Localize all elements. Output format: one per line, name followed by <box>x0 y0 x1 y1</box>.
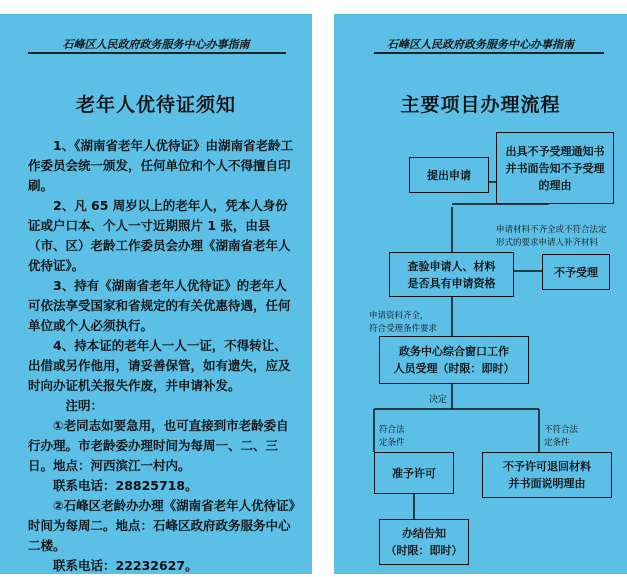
page-header-right: 石峰区人民政府政务服务中心办事指南 <box>387 38 574 51</box>
flow-step-apply: 提出申请 <box>409 157 489 193</box>
flowchart <box>334 14 627 574</box>
flow-label-cond-ok-2: 定条件 <box>379 438 405 448</box>
notice-item-3: 3、持有《湖南省老年人优待证》的老年人可依法享受国家和省规定的有关优惠待遇，任何单位或个人必须执行。 <box>28 278 291 333</box>
flow-note-complete-2: 符合受理条件要求 <box>369 324 438 334</box>
note-2: ②石峰区老龄办办理《湖南省老年人优待证》时间为每周二。地点：石峰区政府政务服务中心二楼。 <box>28 498 295 553</box>
flow-step-check: 查验申请人、材料 是否具有申请资格 <box>389 252 514 297</box>
left-page <box>0 14 312 574</box>
flow-label-cond-ok-1: 符合法 <box>379 425 405 435</box>
phone-1: 联系电话：28825718。 <box>53 478 198 493</box>
header-rule <box>28 52 286 54</box>
phone-2: 联系电话：22232627。 <box>53 558 198 573</box>
notice-item-1: 1、《湖南省老年人优待证》由湖南省老龄工作委员会统一颁发，任何单位和个人不得擅自印刷。 <box>28 138 293 193</box>
note-1: ①老同志如要急用，也可直接到市老龄委自行办理。市老龄委办理时间为每周一、二、三日。地点：河西滨江一村内。 <box>28 418 289 473</box>
page-header-left: 石峰区人民政府政务服务中心办事指南 <box>62 38 250 51</box>
flow-note-incomplete: 申请材料不齐全或不符合法定形式的要求申请人补齐材料 <box>496 225 607 248</box>
flow-step-not-accept: 不予受理 <box>542 254 610 290</box>
notice-body <box>28 136 298 576</box>
flow-step-reject-notice: 出具不予受理通知书并书面告知不予受理的理由 <box>496 132 614 204</box>
flow-step-notify: 办结告知 （时限：即时） <box>379 519 469 565</box>
flow-note-complete-1: 申请资料齐全， <box>369 311 429 321</box>
flow-step-window: 政务中心综合窗口工作 人员受理（时限：即时） <box>379 336 529 384</box>
notice-item-4: 4、持本证的老年人一人一证，不得转让、出借或另作他用，请妥善保管，如有遗失，应及时向办证机关报失作废，并申请补发。 <box>28 338 291 393</box>
flow-step-grant: 准予许可 <box>374 452 454 494</box>
notice-title: 老年人优待证须知 <box>75 94 236 116</box>
flow-label-decide: 决定 <box>429 395 448 405</box>
flow-label-cond-no-2: 定条件 <box>544 438 570 448</box>
flow-step-deny: 不予许可退回材料 并书面说明理由 <box>482 452 612 498</box>
flow-label-cond-no-1: 不符合法 <box>544 425 579 435</box>
flow-title: 主要项目办理流程 <box>400 94 561 116</box>
note-label: 注明： <box>65 398 104 413</box>
right-page <box>334 14 627 574</box>
notice-item-2: 2、凡 65 周岁以上的老年人，凭本人身份证或户口本、个人一寸近期照片 1 张，由县（市、区）老龄工作委员会办理《湖南省老年人优待证》。 <box>28 198 291 273</box>
